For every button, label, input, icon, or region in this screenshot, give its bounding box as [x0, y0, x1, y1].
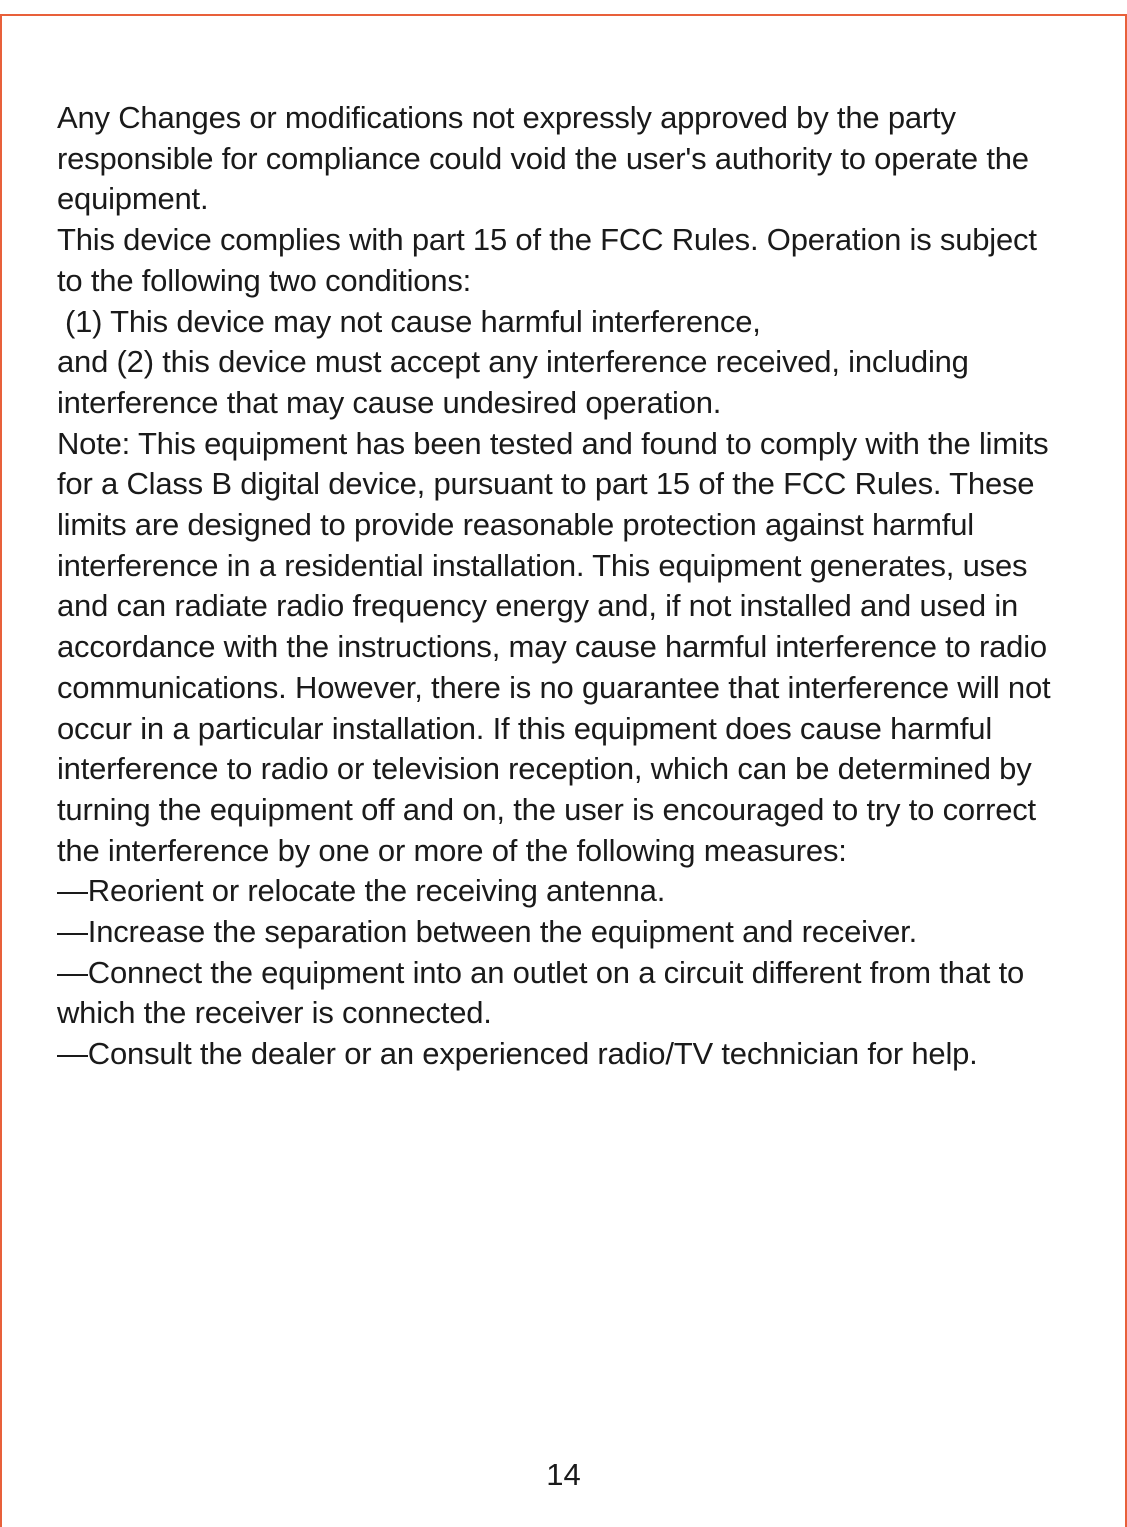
measure-reorient: —Reorient or relocate the receiving antenna.: [57, 873, 666, 909]
measure-consult-dealer: —Consult the dealer or an experienced radio/TV technician for help.: [57, 1036, 978, 1072]
modification-warning-paragraph: Any Changes or modifications not expressly approved by the party responsible for compliance could void the user's authority to operate the equipment.: [57, 100, 1029, 217]
class-b-note-paragraph: Note: This equipment has been tested and found to comply with the limits for a Class B digital device, pursuant to part 15 of the FCC Rules. These limits are designed to provide reasonable protection against harmful interference in a residential installation. This equipment generates, uses and can radiate radio frequency energy and, if not installed and used in accordance with the instructions, may cause harmful interference to radio communications. However, there is no guarantee that interference will not occur in a particular installation. If this equipment does cause harmful interference to radio or television reception, which can be determined by turning the equipment off and on, the user is encouraged to try to correct the interference by one or more of the following measures:: [57, 425, 1051, 868]
measure-different-circuit: —Connect the equipment into an outlet on a circuit different from that to which the receiver is connected.: [57, 954, 1025, 1031]
condition-1-paragraph: (1) This device may not cause harmful interference,: [65, 303, 761, 339]
measure-increase-separation: —Increase the separation between the equipment and receiver.: [57, 914, 917, 950]
fcc-statement: [57, 98, 1067, 1075]
page-number: 14: [546, 1457, 581, 1492]
fcc-compliance-paragraph: This device complies with part 15 of the FCC Rules. Operation is subject to the following two conditions:: [57, 222, 1037, 298]
manual-page: [0, 14, 1127, 1527]
condition-2-paragraph: and (2) this device must accept any interference received, including interference that may cause undesired operation.: [57, 344, 969, 420]
